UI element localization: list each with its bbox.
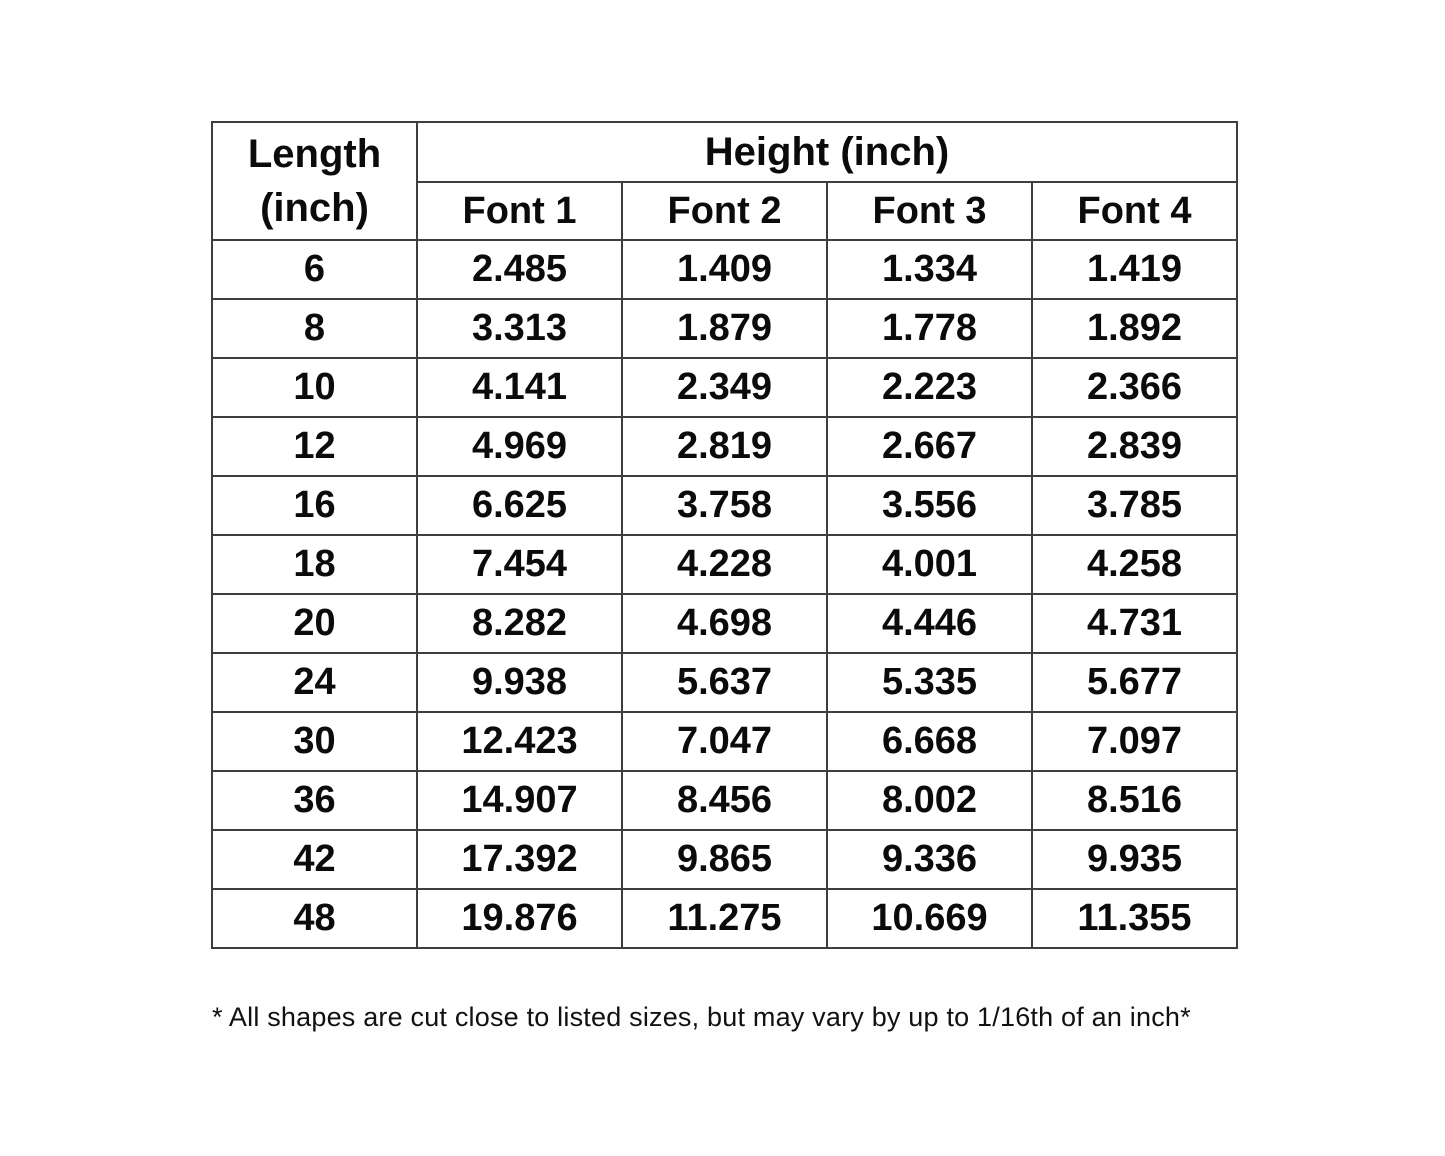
font4-column-header: Font 4 [1032,182,1237,240]
height-cell: 6.668 [827,712,1032,771]
height-cell: 9.865 [622,830,827,889]
height-cell: 7.097 [1032,712,1237,771]
length-column-header [212,122,417,240]
height-cell: 9.938 [417,653,622,712]
table-row [212,417,1237,476]
height-cell: 8.282 [417,594,622,653]
length-cell: 18 [212,535,417,594]
height-cell: 2.349 [622,358,827,417]
height-cell: 1.892 [1032,299,1237,358]
length-cell: 12 [212,417,417,476]
height-cell: 3.758 [622,476,827,535]
height-cell: 2.819 [622,417,827,476]
size-disclaimer-footnote: * All shapes are cut close to listed sizes, but may vary by up to 1/16th of an inch* [212,1002,1191,1032]
table-row [212,594,1237,653]
length-cell: 20 [212,594,417,653]
height-cell: 5.677 [1032,653,1237,712]
length-cell: 8 [212,299,417,358]
length-cell: 42 [212,830,417,889]
height-cell: 5.637 [622,653,827,712]
length-header-line1: Length [247,132,382,176]
height-cell: 7.047 [622,712,827,771]
height-cell: 9.336 [827,830,1032,889]
height-cell: 9.935 [1032,830,1237,889]
height-cell: 19.876 [417,889,622,948]
table-row [212,830,1237,889]
height-cell: 2.485 [417,240,622,299]
height-cell: 2.366 [1032,358,1237,417]
height-cell: 4.141 [417,358,622,417]
height-cell: 2.667 [827,417,1032,476]
table-row [212,889,1237,948]
length-cell: 48 [212,889,417,948]
height-cell: 17.392 [417,830,622,889]
length-header-line2: (inch) [260,186,369,230]
group-header-row [212,122,1237,182]
length-cell: 30 [212,712,417,771]
height-cell: 11.275 [622,889,827,948]
length-cell: 24 [212,653,417,712]
table-row [212,240,1237,299]
height-cell: 10.669 [827,889,1032,948]
height-cell: 1.778 [827,299,1032,358]
height-cell: 3.556 [827,476,1032,535]
height-cell: 3.785 [1032,476,1237,535]
height-cell: 1.419 [1032,240,1237,299]
length-cell: 16 [212,476,417,535]
height-cell: 4.969 [417,417,622,476]
table-row [212,712,1237,771]
height-cell: 12.423 [417,712,622,771]
height-group-header: Height (inch) [417,122,1237,182]
length-cell: 6 [212,240,417,299]
length-cell: 10 [212,358,417,417]
size-chart-table [211,121,1238,949]
table-row [212,358,1237,417]
height-cell: 4.446 [827,594,1032,653]
table-row [212,535,1237,594]
height-cell: 8.002 [827,771,1032,830]
height-cell: 3.313 [417,299,622,358]
height-cell: 2.839 [1032,417,1237,476]
height-cell: 2.223 [827,358,1032,417]
height-cell: 11.355 [1032,889,1237,948]
height-cell: 4.228 [622,535,827,594]
height-cell: 4.258 [1032,535,1237,594]
height-cell: 4.001 [827,535,1032,594]
table-row [212,476,1237,535]
height-cell: 4.698 [622,594,827,653]
font2-column-header: Font 2 [622,182,827,240]
font3-column-header: Font 3 [827,182,1032,240]
height-cell: 6.625 [417,476,622,535]
height-cell: 8.516 [1032,771,1237,830]
height-cell: 1.334 [827,240,1032,299]
height-cell: 8.456 [622,771,827,830]
table-row [212,299,1237,358]
length-cell: 36 [212,771,417,830]
height-cell: 5.335 [827,653,1032,712]
height-cell: 1.879 [622,299,827,358]
height-cell: 7.454 [417,535,622,594]
table-row [212,653,1237,712]
height-cell: 1.409 [622,240,827,299]
font1-column-header: Font 1 [417,182,622,240]
height-cell: 4.731 [1032,594,1237,653]
height-cell: 14.907 [417,771,622,830]
table-row [212,771,1237,830]
